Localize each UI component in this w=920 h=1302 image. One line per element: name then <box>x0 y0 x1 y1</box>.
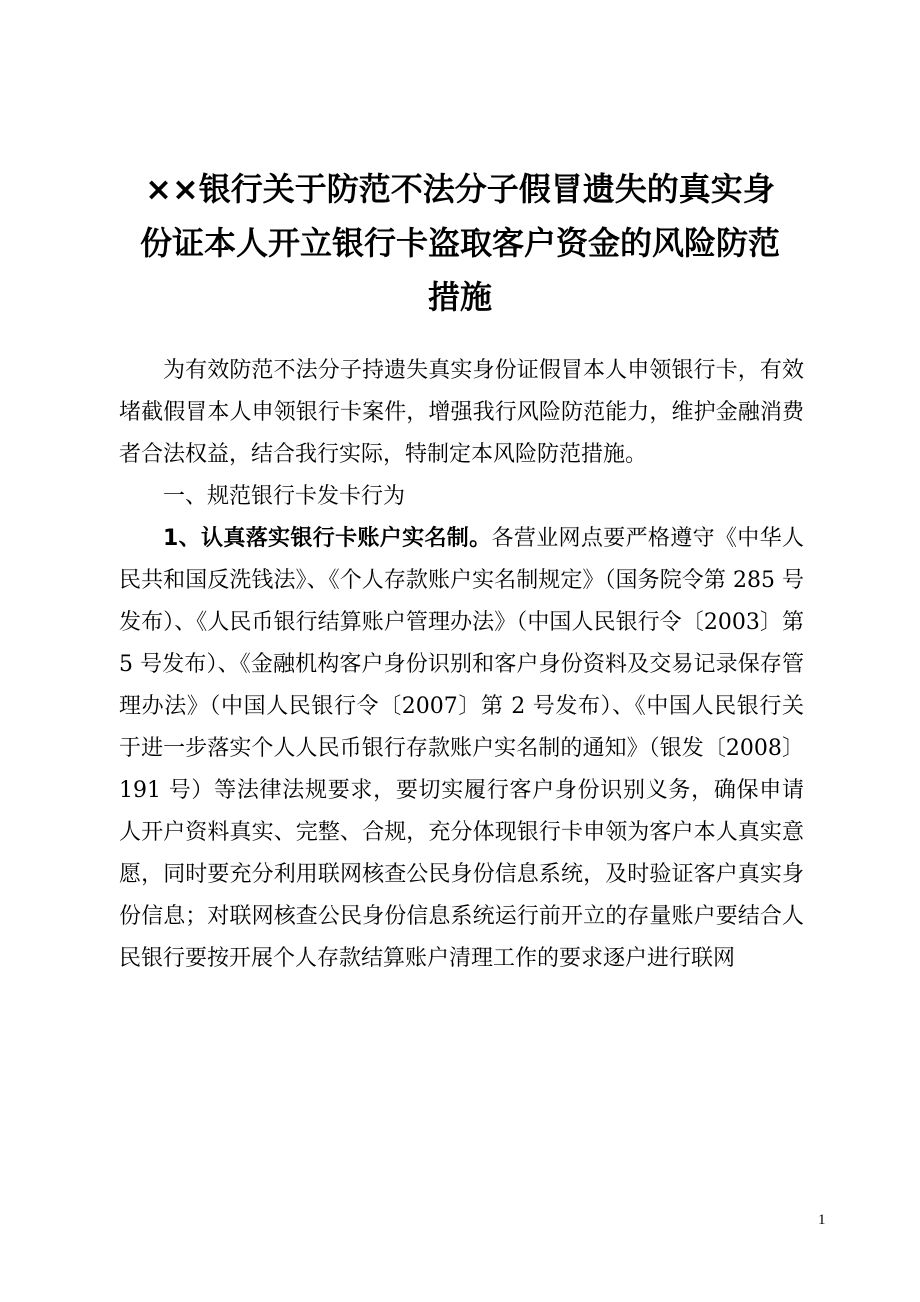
item-1-paragraph <box>119 518 804 980</box>
item-1-lead: 1、认真落实银行卡账户实名制。 <box>163 526 492 551</box>
item-1-text: 各营业网点要严格遵守《中华人民共和国反洗钱法》、《个人存款账户实名制规定》（国务院令第 285 号发布）、《人民币银行结算账户管理办法》（中国人民银行令〔2003〕第 5 号发布）、《金融机构客户身份识别和客户身份资料及交易记录保存管理办法》（中国人民银行令〔2007〕第 2 号发布）、《中国人民银行关于进一步落实个人人民币银行存款账户实名制的通知》（银发〔2008〕191 号）等法律法规要求，要切实履行客户身份识别义务，确保申请人开户资料真实、完整、合规，充分体现银行卡申领为客户本人真实意愿，同时要充分利用联网核查公民身份信息系统，及时验证客户真实身份信息；对联网核查公民身份信息系统运行前开立的存量账户要结合人民银行要按开展个人存款结算账户清理工作的要求逐户进行联网 <box>119 526 804 971</box>
title-line-3: 措施 <box>427 278 492 316</box>
title-line-2: 份证本人开立银行卡盗取客户资金的风险防范 <box>139 224 780 262</box>
document-title <box>100 162 820 324</box>
page-number: 1 <box>818 1212 826 1228</box>
document-body <box>119 350 804 980</box>
section-heading: 一、规范银行卡发卡行为 <box>163 484 406 509</box>
title-line-1: ××银行关于防范不法分子假冒遗失的真实身 <box>145 170 775 208</box>
intro-paragraph: 为有效防范不法分子持遗失真实身份证假冒本人申领银行卡，有效堵截假冒本人申领银行卡案件，增强我行风险防范能力，维护金融消费者合法权益，结合我行实际，特制定本风险防范措施。 <box>119 358 804 467</box>
